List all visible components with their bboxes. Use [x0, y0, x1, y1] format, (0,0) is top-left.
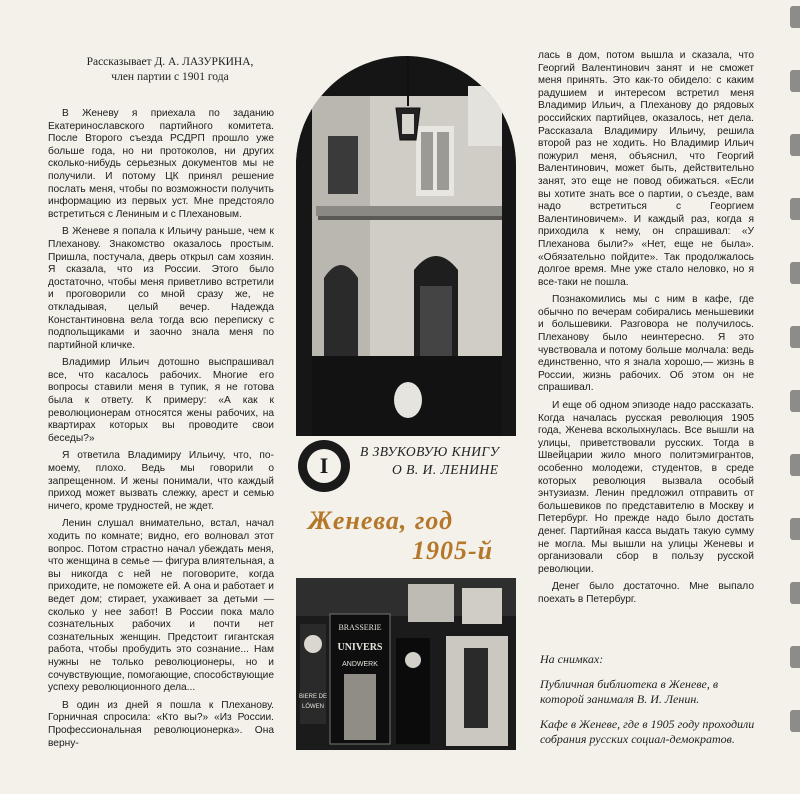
caption-item: Кафе в Женеве, где в 1905 году проходили собрания русских социал-демократов.	[540, 717, 755, 746]
left-paragraph: Я ответила Владимиру Ильичу, что, по-моему, плохо. Ведь мы говорили о запрещенном. И жены понимали, что каждый приход может вызвать слежку, арест и семью ничего, кроме трудностей, не ждет.	[48, 450, 274, 512]
headline-line-1: Женева, год	[308, 506, 453, 535]
caption-item: Публичная библиотека в Женеве, в которой занималя В. И. Ленин.	[540, 677, 719, 706]
sound-book-line-1: В ЗВУКОВУЮ КНИГУ	[360, 444, 500, 459]
captions-title: На снимках:	[540, 652, 604, 666]
left-paragraph: В один из дней я пошла к Плеханову. Горничная спросила: «Кто вы?» «Из России. Профессиональная революционерка». Она верну-	[48, 699, 274, 749]
binding-ring	[790, 582, 800, 604]
binding-ring	[790, 70, 800, 92]
cafe-sign-univers: UNIVERS	[337, 642, 383, 653]
binding-ring	[790, 646, 800, 668]
sound-book-badge	[298, 440, 350, 492]
headline-line-2: 1905-й	[412, 536, 494, 565]
binding-ring	[790, 134, 800, 156]
spiral-binding	[782, 0, 800, 794]
author-line-2: член партии с 1901 года	[111, 71, 229, 83]
cafe-sign-biere: BIERE DE	[298, 694, 328, 700]
cafe-sign-lowen: LÖWEN	[301, 704, 325, 710]
photo-captions	[540, 652, 756, 757]
binding-ring	[790, 518, 800, 540]
sound-book-number: I	[307, 449, 341, 483]
sound-book-line-2: О В. И. ЛЕНИНЕ	[392, 462, 499, 477]
right-paragraph: И еще об одном эпизоде надо рассказать. Когда началась русская революция 1905 года, Женева всколыхнулась. Все вышли на улицы, приветствовали русских. Тогда в Швейцарии жило много политэмигрантов, особенно молодежи, студентов, в среде которых революция вызвала особый энтузиазм. Ленин предложил отправить от большевиков по представителю в Москву и Петербург. Но прежде надо было достать денег. Партийная касса выдать такую сумму не могла. Мы вышли на улицы Женевы и организовали сбор в пользу русской революции.	[538, 400, 754, 575]
binding-ring	[790, 454, 800, 476]
left-text-column	[48, 108, 274, 755]
right-paragraph: Познакомились мы с ним в кафе, где обычно по вечерам собирались меньшевики и большевики. Разговора не получилось. Плеханову было неинтересно. Я это чувствовала и потому больше молчала: ведь единственно, что я знала хорошо,— жизнь в России, жизнь рабочих. Об этом он не спрашивал.	[538, 294, 754, 394]
cafe-sign-brasserie: BRASSERIE	[338, 623, 382, 632]
left-paragraph: Ленин слушал внимательно, встал, начал ходить по комнате; видно, его волновал этот вопрос. Потом страстно начал убеждать меня, что женщина в семье — фигура влиятельная, а вы никогда с ней не поговорите, когда приходите, не поможете ей. А она и работает и ведет дом; стирает, ухаживает за детьми — сколько у нее забот! В России пока мало сознательных рабочих и почти нет сознательных женщин. Предстоит гигантская работа, чтобы пробудить это сознание... Нам нужны не только революционеры, но и сочувствующие, помогающие, способствующие успеху революционного дела...	[48, 518, 275, 694]
cafe-photo-image	[296, 578, 516, 750]
binding-ring	[790, 390, 800, 412]
cafe-photo	[296, 578, 516, 750]
binding-ring	[790, 6, 800, 28]
right-text-column	[538, 50, 754, 612]
binding-ring	[790, 198, 800, 220]
binding-ring	[790, 326, 800, 348]
right-paragraph: лась в дом, потом вышла и сказала, что Георгий Валентинович занят и не сможет меня принять. Это как-то обидело: с каким радушием и интересом встретил меня Владимир Ильич, а Плеханову до рядовых российских партийцев, оказалось, нет дела. Рассказала Владимиру Ильичу, решила второй раз не ходить. Но Владимир Ильич пожурил меня, объяснил, что Георгий Валентинович, может быть, действительно занят, это еще не повод обижаться. «Если вы хотите знать все о партии, о съезде, вам надо встретиться с Георгием Валентиновичем». И каждый раз, когда я приходила к нему, он спрашивал: «У Плеханова были?» «Нет, еще не была». «Обязательно пойдите». Так продолжалось долгое время. Мне уже стало неловко, но я все-таки не пошла.	[538, 50, 754, 288]
binding-ring	[790, 710, 800, 732]
author-attribution	[70, 55, 270, 85]
right-paragraph: Денег было достаточно. Мне выпало поехать в Петербург.	[538, 581, 754, 605]
left-paragraph: В Женеву я приехала по заданию Екатеринославского партийного комитета. После Второго съезда РСДРП прошло уже больше года, но ни протоколов, ни других сколько-нибудь серьезных документов мы не получили. И потому ЦК принял решение послать меня, чтобы по возможности получить информацию из первых уст. Мне предстояло встретиться с Лениным и с Плехановым.	[48, 108, 274, 220]
cafe-sign-andwerk: ANDWERK	[342, 661, 378, 668]
photo-light-spot	[394, 382, 422, 418]
binding-ring	[790, 262, 800, 284]
author-line-1: Рассказывает Д. А. ЛАЗУРКИНА,	[86, 56, 254, 68]
library-photo	[296, 56, 516, 436]
library-photo-image	[296, 56, 516, 436]
left-paragraph: Владимир Ильич дотошно выспрашивал все, что касалось рабочих. Многие его вопросы ставили меня в тупик, я не готова была к ответу. К примеру: «А как к революционерам относятся жены рабочих, на квартирах которых вы проводите свои беседы?»	[48, 357, 274, 444]
left-paragraph: В Женеве я попала к Ильичу раньше, чем к Плеханову. Знакомство оказалось простым. Пришла, постучала, дверь открыл сам хозяин. Я сказала, что из России. Этого было достаточно, чтобы меня приветливо встретили и проговорили со мной сразу же, не откладывая, целый вечер. Надежда Константиновна вела тогда всю переписку с подпольщиками и заочно знала меня по партийной кличке.	[48, 226, 274, 351]
